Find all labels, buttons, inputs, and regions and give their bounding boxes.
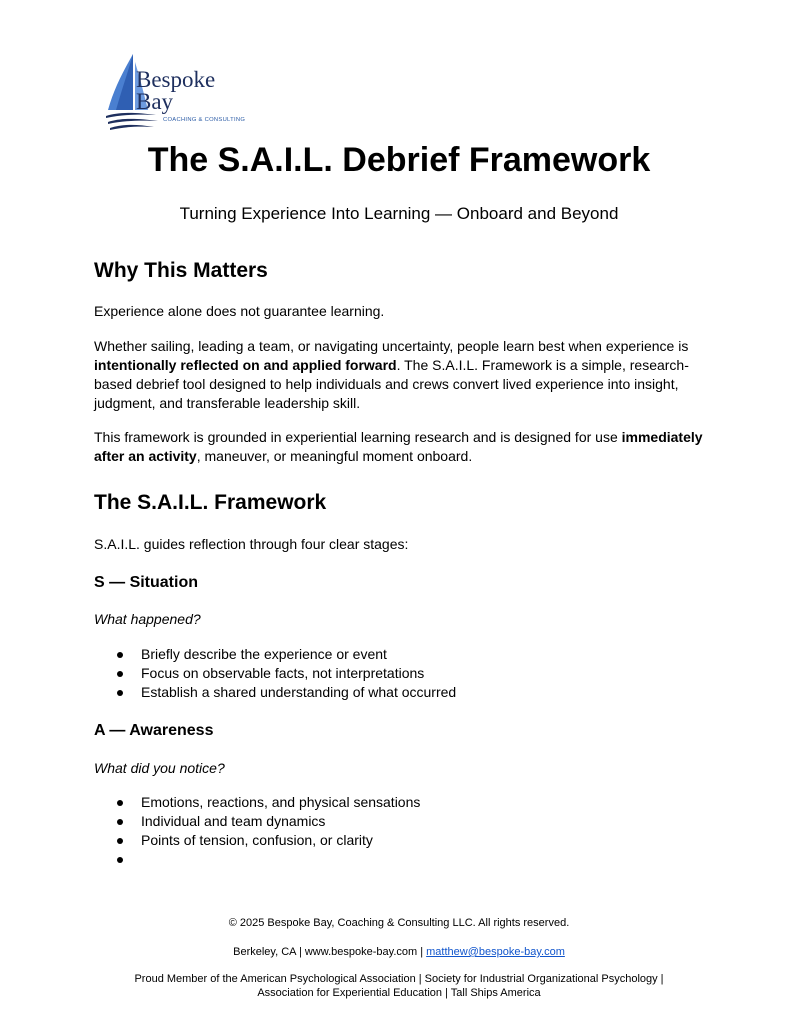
- stage-heading-awareness: A — Awareness: [94, 722, 214, 739]
- why-p2-emphasis: intentionally reflected on and applied forward: [94, 357, 397, 373]
- logo-wordmark-bay: Bay: [136, 89, 174, 114]
- bullet-icon: [117, 652, 123, 658]
- logo-wordmark-bespoke: Bespoke: [136, 67, 216, 92]
- footer-copyright: © 2025 Bespoke Bay, Coaching & Consulting LLC. All rights reserved.: [228, 917, 570, 929]
- footer-email-link[interactable]: matthew@bespoke-bay.com: [426, 946, 565, 958]
- section-heading-why: Why This Matters: [94, 259, 268, 282]
- stage-question-awareness: What did you notice?: [94, 760, 225, 776]
- list-item: [112, 850, 420, 869]
- footer-contact: [0, 945, 798, 959]
- list-item-text: Individual and team dynamics: [141, 813, 326, 829]
- footer-contact-text: Berkeley, CA | www.bespoke-bay.com |: [233, 946, 427, 958]
- why-p3-text-b: , maneuver, or meaningful moment onboard.: [196, 448, 473, 464]
- why-p2-text-b: . The S.A.I.L. Framework is a simple, research-based debrief tool designed to help individuals and crews convert lived experience into insight, judgment, and transferable leadership skill.: [94, 357, 689, 411]
- bullet-icon: [117, 819, 123, 825]
- list-item: [112, 664, 456, 683]
- why-paragraph-3: [94, 428, 714, 466]
- list-item: [112, 812, 420, 831]
- list-item-text: Briefly describe the experience or event: [141, 646, 387, 662]
- list-item: [112, 831, 420, 850]
- list-item-text: Emotions, reactions, and physical sensations: [141, 794, 421, 810]
- footer-membership-line-1: Proud Member of the American Psychological Association | Society for Industrial Organizational Psychology |: [134, 973, 664, 985]
- situation-bullet-list: [112, 645, 456, 702]
- bullet-icon: [117, 800, 123, 806]
- section-heading-framework: The S.A.I.L. Framework: [94, 491, 327, 514]
- stage-heading-situation: S — Situation: [94, 574, 198, 591]
- why-paragraph-2: [94, 337, 714, 413]
- bespoke-bay-logo: [106, 52, 266, 132]
- stage-question-situation: What happened?: [94, 611, 201, 627]
- framework-intro: S.A.I.L. guides reflection through four clear stages:: [94, 536, 409, 552]
- footer-membership-line-2: Association for Experiential Education | Tall Ships America: [257, 987, 541, 999]
- list-item-text: Focus on observable facts, not interpretations: [141, 665, 425, 681]
- bullet-icon: [117, 838, 123, 844]
- awareness-bullet-list: [112, 793, 420, 869]
- bullet-icon: [117, 671, 123, 677]
- why-paragraph-1: Experience alone does not guarantee learning.: [94, 303, 385, 319]
- bullet-icon: [117, 690, 123, 696]
- document-subtitle: Turning Experience Into Learning — Onboard and Beyond: [179, 204, 619, 223]
- list-item: [112, 645, 456, 664]
- why-p3-text-a: This framework is grounded in experiential learning research and is designed for use: [94, 429, 622, 445]
- logo-tagline: COACHING & CONSULTING: [163, 117, 246, 123]
- list-item-text: Establish a shared understanding of what occurred: [141, 684, 457, 700]
- why-p2-text-a: Whether sailing, leading a team, or navigating uncertainty, people learn best when experience is: [94, 338, 689, 354]
- list-item: [112, 683, 456, 702]
- list-item: [112, 793, 420, 812]
- list-item-text: Points of tension, confusion, or clarity: [141, 832, 373, 848]
- document-title: The S.A.I.L. Debrief Framework: [147, 141, 651, 179]
- why-p3-emphasis: immediately after an activity: [94, 429, 703, 464]
- bullet-icon: [117, 857, 123, 863]
